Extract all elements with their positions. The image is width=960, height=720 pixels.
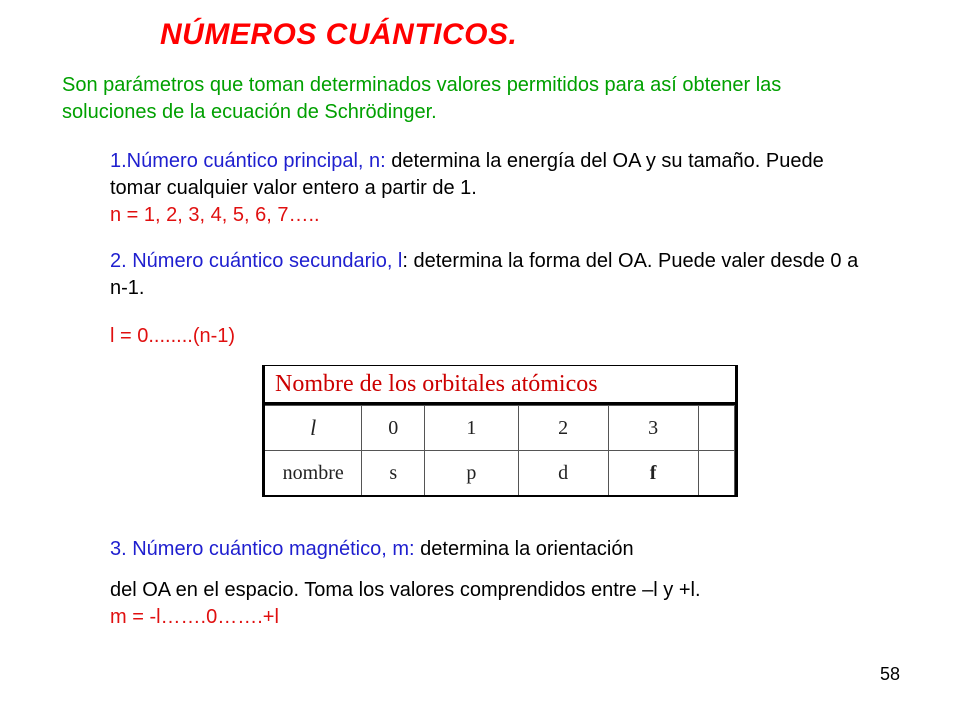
table-row [264,406,735,451]
orbital-names-table [262,365,738,497]
item-secundario [110,248,870,302]
item-magnetico-text: determina la orientación [414,538,634,560]
formula-principal: n = 1, 2, 3, 4, 5, 6, 7….. [110,204,320,226]
intro-paragraph: Son parámetros que toman determinados valores permitidos para así obtener las soluciones de la ecuación de Schrödinger. [62,74,782,123]
table-cell: 0 [362,406,425,451]
table-cell: s [362,451,425,497]
item-magnetico-text-2: del OA en el espacio. Toma los valores comprendidos entre –l y +l. [110,579,701,601]
table-cell: f [608,451,698,497]
table-cell: 2 [518,406,608,451]
item-principal-label: 1.Número cuántico principal, n: [110,150,386,172]
orbital-table-title: Nombre de los orbitales atómicos [262,366,735,405]
slide-title: NÚMEROS CUÁNTICOS. [160,18,518,51]
slide-number: 58 [880,664,901,684]
table-cell: p [425,451,519,497]
table-cell [698,451,734,497]
table-cell: nombre [264,451,362,497]
item-principal [110,148,870,202]
table-cell: d [518,451,608,497]
item-secundario-label: 2. Número cuántico secundario, l [110,250,403,272]
formula-secundario: l = 0........(n-1) [110,325,236,347]
item-magnetico [110,536,870,563]
orbital-table-grid [262,405,735,497]
table-row [264,451,735,497]
item-magnetico-label: 3. Número cuántico magnético, m: [110,538,415,560]
table-cell [698,406,734,451]
table-cell: l [264,406,362,451]
table-cell: 1 [425,406,519,451]
item-secundario-text: : determina la forma del OA. Puede valer desde 0 a n-1. [110,250,859,299]
table-cell: 3 [608,406,698,451]
formula-magnetico: m = -l…….0…….+l [110,606,279,628]
item-principal-text: determina la energía del OA y su tamaño. Puede tomar cualquier valor entero a partir de 1. [110,150,824,199]
